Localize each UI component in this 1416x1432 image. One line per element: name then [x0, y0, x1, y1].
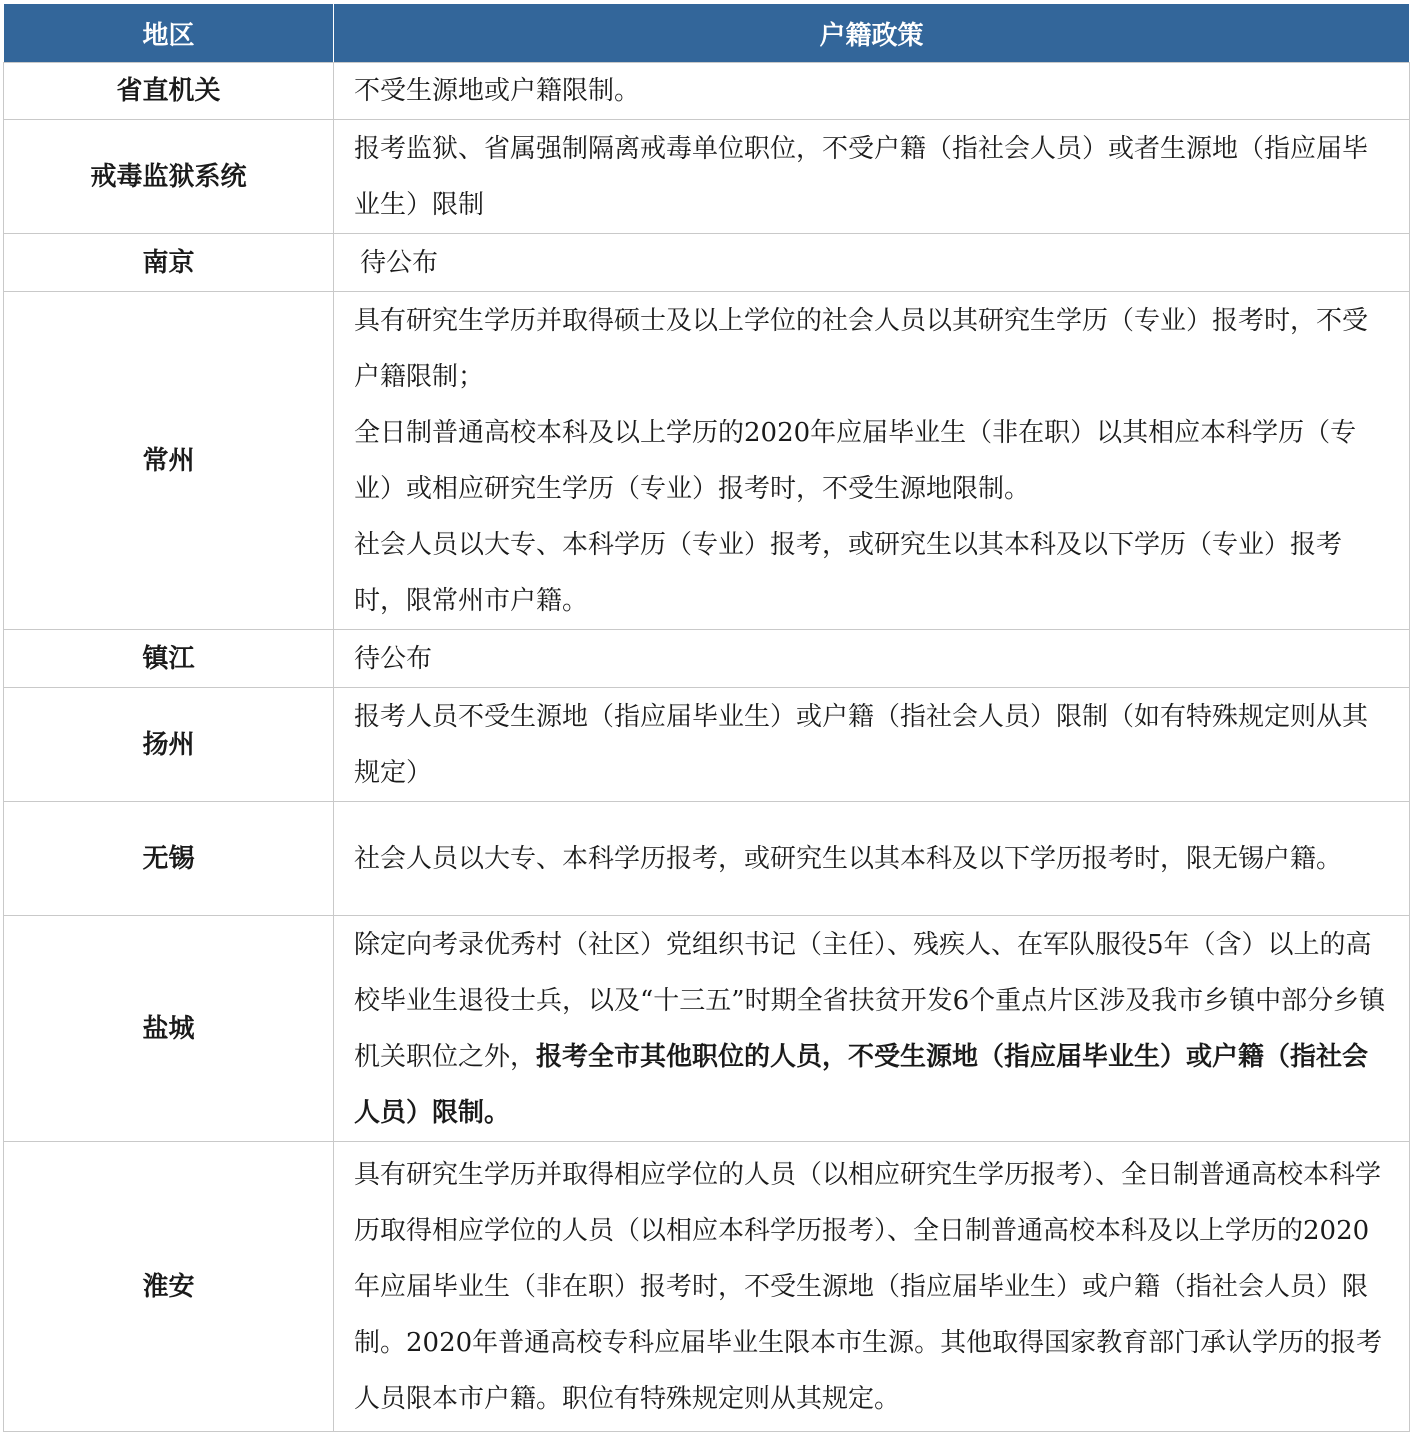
household-policy-table [3, 3, 1410, 1432]
policy-cell [334, 630, 1410, 688]
table-row [4, 1142, 1410, 1432]
policy-cell [334, 234, 1410, 292]
policy-text: 报考监狱、省属强制隔离戒毒单位职位，不受户籍（指社会人员）或者生源地（指应届毕业生）限制 [354, 133, 1369, 220]
policy-text: 社会人员以大专、本科学历（专业）报考，或研究生以其本科及以下学历（专业）报考时，限常州市户籍。 [354, 529, 1343, 616]
table-row [4, 120, 1410, 234]
region-cell: 省直机关 [4, 63, 334, 120]
policy-text [354, 917, 1387, 1141]
region-cell: 戒毒监狱系统 [4, 120, 334, 234]
policy-cell [334, 802, 1410, 916]
region-cell: 镇江 [4, 630, 334, 688]
policy-text: 不受生源地或户籍限制。 [354, 76, 641, 106]
policy-cell [334, 688, 1410, 802]
table-row [4, 802, 1410, 916]
table-row [4, 234, 1410, 292]
policy-text: 待公布 [354, 643, 433, 674]
table-row [4, 688, 1410, 802]
policy-text: 待公布 [360, 247, 439, 278]
header-policy: 户籍政策 [334, 4, 1410, 63]
table-row [4, 63, 1410, 120]
policy-text: 报考人员不受生源地（指应届毕业生）或户籍（指社会人员）限制（如有特殊规定则从其规定） [354, 701, 1369, 788]
policy-text: 全日制普通高校本科及以上学历的2020年应届毕业生（非在职）以其相应本科学历（专业）或相应研究生学历（专业）报考时，不受生源地限制。 [354, 417, 1357, 504]
header-region: 地区 [4, 4, 334, 63]
region-cell: 南京 [4, 234, 334, 292]
table-row [4, 292, 1410, 630]
table-row [4, 630, 1410, 688]
policy-text-bold: 报考全市其他职位的人员，不受生源地（指应届毕业生）或户籍（指社会人员）限制。 [354, 1041, 1369, 1128]
policy-cell [334, 1142, 1410, 1432]
policy-cell [334, 916, 1410, 1142]
policy-text: 具有研究生学历并取得硕士及以上学位的社会人员以其研究生学历（专业）报考时，不受户籍限制； [354, 305, 1369, 392]
region-cell: 扬州 [4, 688, 334, 802]
policy-text-plain: 除定向考录优秀村（社区）党组织书记（主任）、残疾人、在军队服役5年（含）以上的高校毕业生退役士兵，以及“十三五”时期全省扶贫开发6个重点片区涉及我市乡镇中部分乡镇机关职位之外， [354, 929, 1386, 1072]
table-row [4, 916, 1410, 1142]
region-cell: 常州 [4, 292, 334, 630]
region-cell: 无锡 [4, 802, 334, 916]
region-cell: 淮安 [4, 1142, 334, 1432]
policy-cell [334, 63, 1410, 120]
policy-cell [334, 292, 1410, 630]
policy-cell [334, 120, 1410, 234]
region-cell: 盐城 [4, 916, 334, 1142]
header-row [4, 4, 1410, 63]
policy-text: 社会人员以大专、本科学历报考，或研究生以其本科及以下学历报考时，限无锡户籍。 [354, 843, 1343, 874]
policy-text: 具有研究生学历并取得相应学位的人员（以相应研究生学历报考）、全日制普通高校本科学历取得相应学位的人员（以相应本科学历报考）、全日制普通高校本科及以上学历的2020年应届毕业生（非在职）报考时，不受生源地（指应届毕业生）或户籍（指社会人员）限制。2020年普通高校专科应届毕业生限本市生源。其他取得国家教育部门承认学历的报考人员限本市户籍。职位有特殊规定则从其规定。 [354, 1159, 1383, 1414]
